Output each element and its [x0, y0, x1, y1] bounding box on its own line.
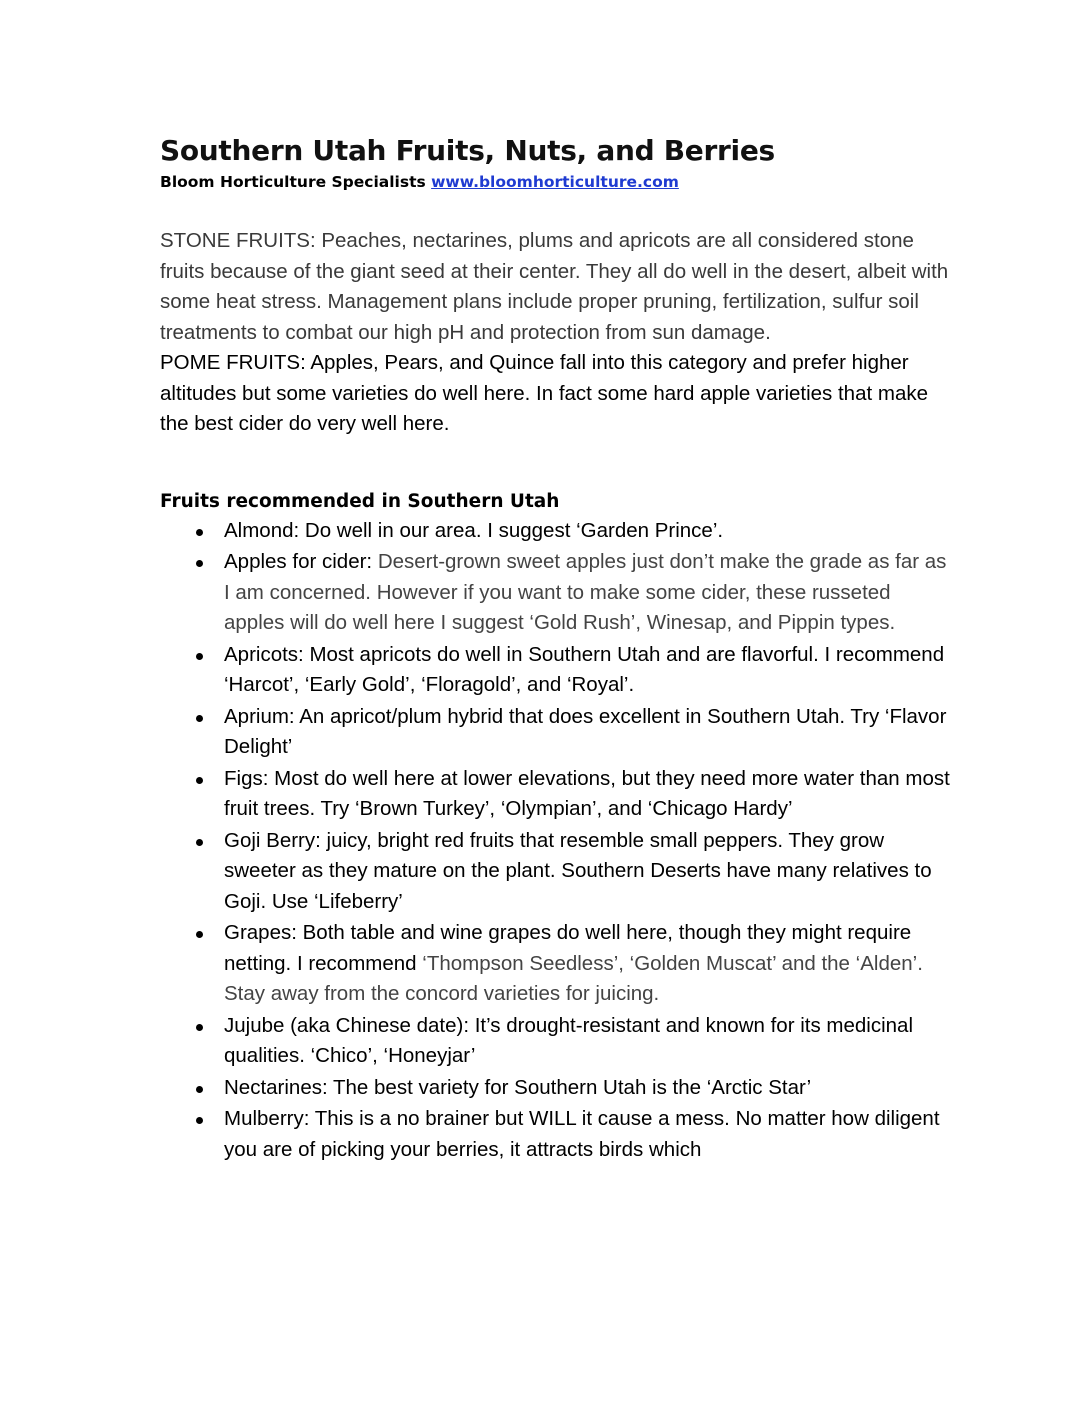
item-text: Jujube (aka Chinese date): It’s drought-resistant and known for its medicinal qualities. ‘Chico’, ‘Honeyjar’ [224, 1013, 914, 1067]
section-heading: Fruits recommended in Southern Utah [160, 490, 560, 512]
list-item [224, 516, 950, 548]
item-text: Mulberry: This is a no brainer but WILL it cause a mess. No matter how diligent you are of picking your berries, it attracts birds which [224, 1107, 940, 1161]
list-item [224, 640, 950, 702]
item-text: ‘Thompson Seedless’, ‘Golden Muscat’ and the ‘Alden’. Stay away from the concord varieties for juicing. [224, 951, 923, 1005]
bullet-icon [196, 777, 203, 784]
website-link[interactable]: www.bloomhorticulture.com [431, 173, 679, 191]
list-item [224, 764, 950, 826]
pome-fruits-paragraph: POME FRUITS: Apples, Pears, and Quince fall into this category and prefer higher altitudes but some varieties do well here. In fact some hard apple varieties that make the best cider do very well here. [160, 351, 929, 435]
item-text: Goji Berry: juicy, bright red fruits that resemble small peppers. They grow sweeter as they mature on the plant. Southern Deserts have many relatives to Goji. Use ‘Lifeberry’ [224, 828, 932, 913]
item-text: Nectarines: The best variety for Southern Utah is the ‘Arctic Star’ [224, 1075, 812, 1099]
bullet-icon [196, 1117, 203, 1124]
page-subtitle [160, 170, 950, 194]
bullet-icon [196, 1024, 203, 1031]
bullet-icon [196, 560, 203, 567]
item-lead: Grapes: Both table and wine grapes do well here, though they might require netting. I recommend [224, 921, 912, 975]
list-item [224, 918, 950, 1011]
page-title: Southern Utah Fruits, Nuts, and Berries [160, 134, 775, 167]
bullet-icon [196, 1086, 203, 1093]
bullet-icon [196, 931, 203, 938]
item-lead: Apples for cider: [224, 550, 373, 573]
stone-fruits-paragraph: STONE FRUITS: Peaches, nectarines, plums and apricots are all considered stone fruits because of the giant seed at their center. They all do well in the desert, albeit with some heat stress. Management plans include proper pruning, fertilization, sulfur soil treatments to combat our high pH and protection from sun damage. [160, 229, 949, 344]
bullet-icon [196, 529, 203, 536]
organization-name: Bloom Horticulture Specialists [160, 173, 432, 191]
fruit-list [160, 516, 950, 1167]
item-text: Figs: Most do well here at lower elevations, but they need more water than most fruit trees. Try ‘Brown Turkey’, ‘Olympian’, and ‘Chicago Hardy’ [224, 766, 950, 820]
list-item [224, 1011, 950, 1073]
list-item [224, 1073, 950, 1105]
document-page [160, 132, 950, 1166]
item-text: Apricots: Most apricots do well in Southern Utah and are flavorful. I recommend ‘Harcot’, ‘Early Gold’, ‘Floragold’, and ‘Royal’. [224, 642, 945, 696]
item-text: Desert-grown sweet apples just don’t make the grade as far as I am concerned. However if you want to make some cider, these russeted apples will do well here I suggest ‘Gold Rush’, Winesap, and Pippin types. [224, 550, 947, 634]
list-item [224, 826, 950, 919]
list-item [224, 547, 950, 640]
bullet-icon [196, 653, 203, 660]
bullet-icon [196, 839, 203, 846]
list-item [224, 1104, 950, 1166]
item-text: Aprium: An apricot/plum hybrid that does excellent in Southern Utah. Try ‘Flavor Delight’ [224, 704, 947, 758]
bullet-icon [196, 715, 203, 722]
list-item [224, 702, 950, 764]
item-text: Almond: Do well in our area. I suggest ‘Garden Prince’. [224, 518, 724, 542]
